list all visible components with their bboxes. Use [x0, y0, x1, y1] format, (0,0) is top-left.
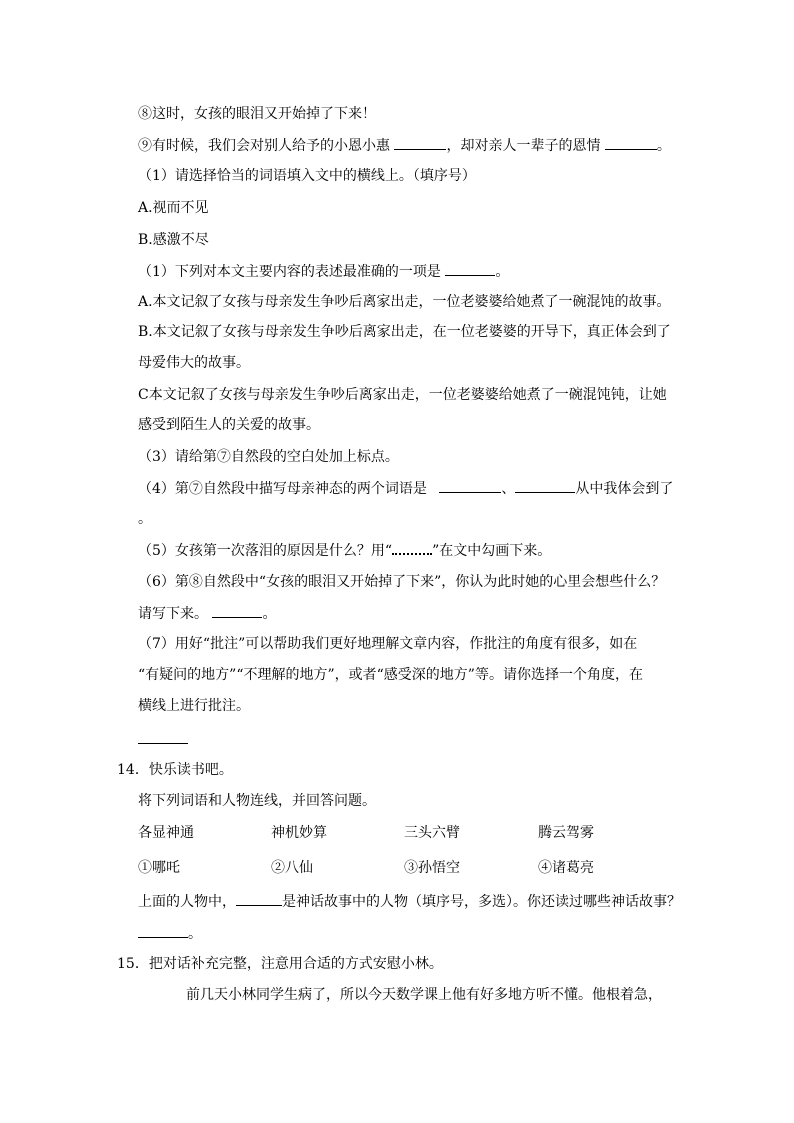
section-14-instruction: 将下列词语和人物连线，并回答问题。	[138, 793, 376, 809]
section-15-passage: 前几天小林同学生病了，所以今天数学课上他有好多地方听不懂。他根着急，	[186, 987, 662, 1003]
question-7-line1: （7）用好“批注”可以帮助我们更好地理解文章内容，作批注的角度有很多，如在	[138, 636, 638, 652]
choice-b-line1: B.本文记叙了女孩与母亲发生争吵后离家出走，在一位老婆婆的开导下，真正体会到了	[138, 324, 671, 340]
character-4[interactable]: ④诸葛亮	[538, 860, 594, 876]
section-14-title: 14．快乐读书吧。	[117, 762, 233, 778]
paragraph-9: ⑨有时候，我们会对别人给予的小恩小惠 ，却对亲人一辈子的恩情 。	[138, 138, 671, 154]
question-7-blank	[138, 730, 188, 749]
section-14-question: 上面的人物中， 是神话故事中的人物（填序号，多选）。你还读过哪些神话故事？	[138, 894, 681, 910]
question-6: （6）第⑧自然段中“女孩的眼泪又开始掉了下来”，你认为此时她的心里会想些什么？	[138, 574, 666, 590]
word-2[interactable]: 神机妙算	[271, 825, 327, 841]
answer-blank[interactable]	[445, 262, 495, 276]
question-4-end: 。	[138, 511, 152, 527]
question-1: （1）请选择恰当的词语填入文中的横线上。（填序号）	[138, 168, 476, 184]
word-4[interactable]: 腾云驾雾	[538, 825, 594, 841]
section-15-title: 15．把对话补充完整，注意用合适的方式安慰小林。	[117, 956, 443, 972]
word-3[interactable]: 三头六臂	[404, 825, 460, 841]
answer-blank[interactable]	[138, 924, 188, 938]
choice-c-line2: 感受到陌生人的关爱的故事。	[138, 417, 320, 433]
answer-blank[interactable]	[236, 892, 282, 906]
option-a: A.视而不见	[138, 200, 209, 216]
character-3[interactable]: ③孙悟空	[404, 860, 460, 876]
question-7-line2: “有疑问的地方”“不理解的地方”，或者“感受深的地方”等。请你选择一个角度，在	[138, 667, 643, 683]
answer-blank[interactable]	[605, 136, 657, 150]
choice-b-line2: 母爱伟大的故事。	[138, 355, 250, 371]
character-1[interactable]: ①哪吒	[138, 860, 180, 876]
answer-blank[interactable]	[439, 479, 501, 493]
question-5: （5）女孩第一次落泪的原因是什么？用“ ”在文中勾画下来。	[138, 543, 552, 559]
answer-blank[interactable]	[138, 730, 188, 744]
wavy-underline-mark	[392, 541, 432, 555]
paragraph-8: ⑧这时，女孩的眼泪又开始掉了下来！	[138, 106, 376, 122]
answer-blank[interactable]	[212, 604, 262, 618]
answer-blank[interactable]	[394, 136, 446, 150]
answer-blank[interactable]	[515, 479, 575, 493]
section-14-answer: 。	[138, 924, 202, 943]
question-1b: （1）下列对本文主要内容的表述最准确的一项是 。	[138, 264, 510, 280]
character-2[interactable]: ②八仙	[271, 860, 313, 876]
question-4: （4）第⑦自然段中描写母亲神态的两个词语是 、 从中我体会到了	[138, 481, 674, 497]
question-3: （3）请给第⑦自然段的空白处加上标点。	[138, 449, 399, 465]
question-7-line3: 横线上进行批注。	[138, 698, 250, 714]
question-6-answer: 请写下来。 。	[138, 606, 277, 622]
choice-a: A.本文记叙了女孩与母亲发生争吵后离家出走，一位老婆婆给她煮了一碗混饨的故事。	[138, 294, 671, 310]
option-b: B.感激不尽	[138, 232, 209, 248]
choice-c-line1: C本文记叙了女孩与母亲发生争吵后离家出走，一位老婆婆给她煮了一碗混饨钝，让她	[138, 387, 667, 403]
word-1[interactable]: 各显神通	[138, 825, 194, 841]
